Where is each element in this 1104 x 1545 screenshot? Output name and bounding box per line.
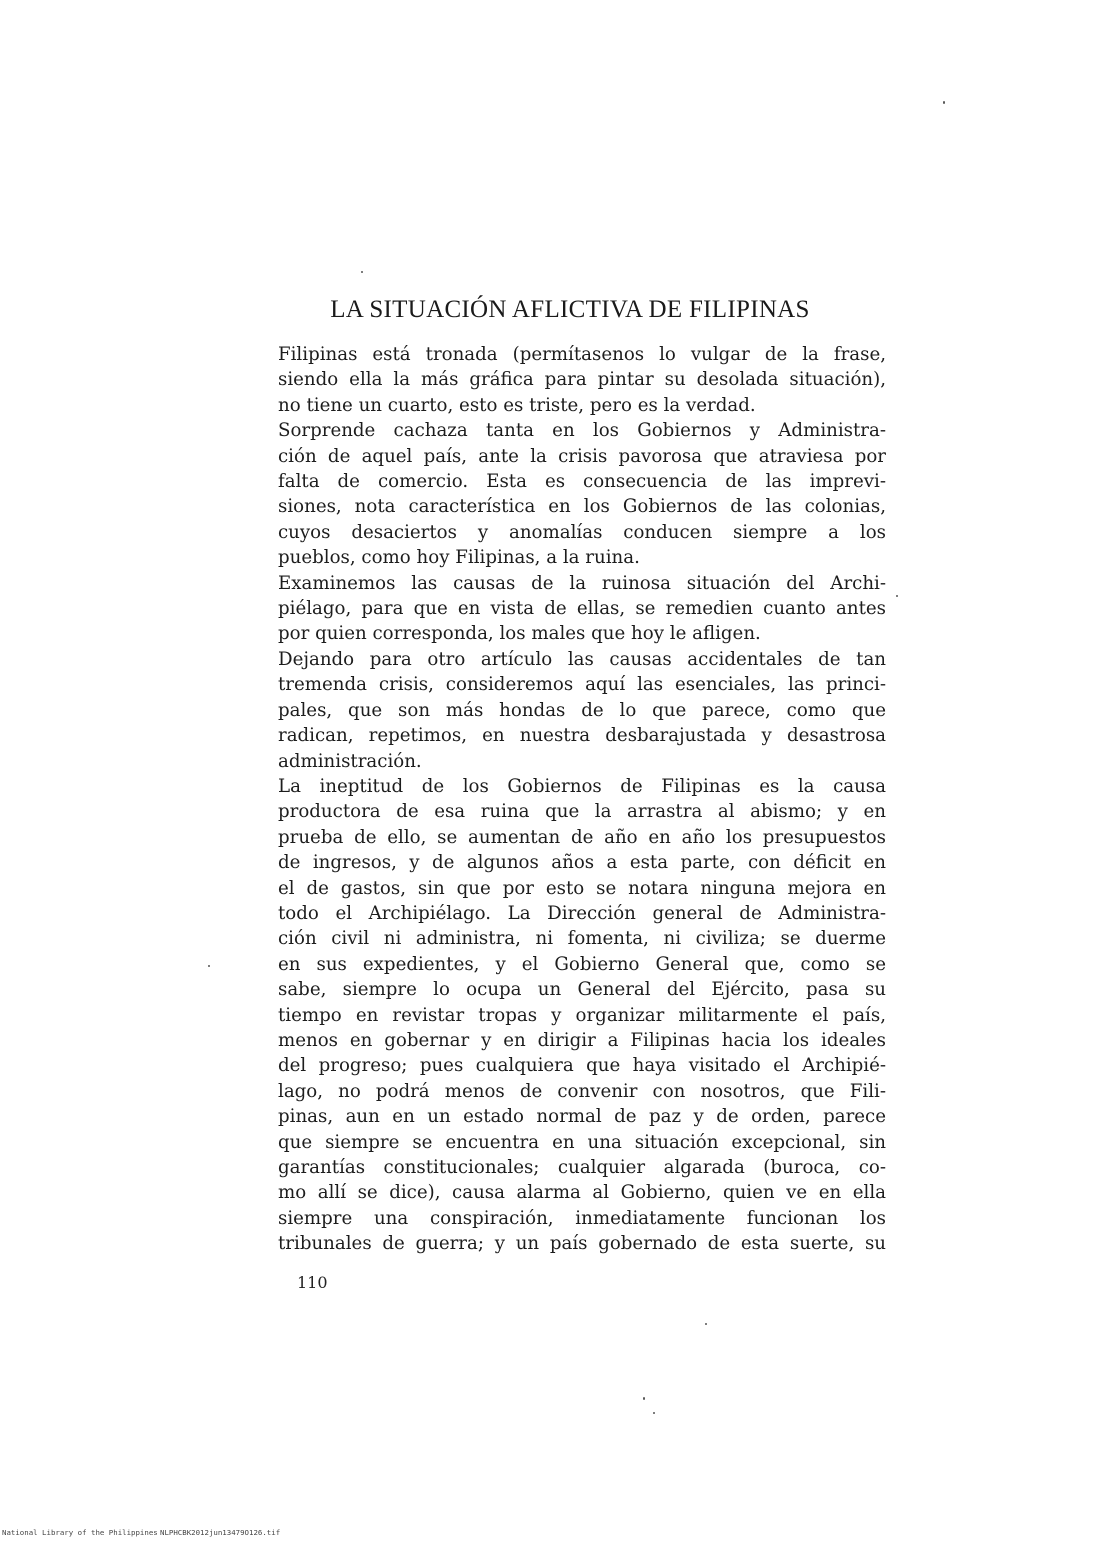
paragraph-1 (278, 342, 886, 418)
text-line: pinas, aun en un estado normal de paz y de orden, parece (278, 1106, 886, 1128)
text-line: prueba de ello, se aumentan de año en año los presupuestos (278, 826, 886, 848)
text-line: piélago, para que en vista de ellas, se remedien cuanto antes (278, 598, 886, 620)
scan-speck (896, 595, 898, 597)
text-line: el de gastos, sin que por esto se notara ninguna mejora en (278, 877, 886, 899)
text-line: ción de aquel país, ante la crisis pavorosa que atraviesa por (278, 445, 886, 467)
text-line: pueblos, como hoy Filipinas, a la ruina. (278, 547, 640, 569)
text-line: pales, que son más hondas de lo que parece, como que (278, 699, 886, 721)
scan-speck (643, 1397, 645, 1400)
text-line: falta de comercio. Esta es consecuencia de las imprevi- (278, 471, 886, 493)
text-line: productora de esa ruina que la arrastra al abismo; y en (278, 801, 886, 823)
text-line: en sus expedientes, y el Gobierno General que, como se (278, 953, 886, 975)
text-line: siempre una conspiración, inmediatamente funcionan los (278, 1207, 886, 1229)
text-line: lago, no podrá menos de convenir con nosotros, que Fili- (278, 1080, 886, 1102)
text-line: tribunales de guerra; y un país gobernado de esta suerte, su (278, 1233, 886, 1255)
text-line: de ingresos, y de algunos años a esta parte, con déficit en (278, 852, 886, 874)
text-line: por quien corresponda, los males que hoy le afligen. (278, 623, 761, 645)
text-line: Filipinas está tronada (permítasenos lo vulgar de la frase, (278, 344, 886, 365)
text-line: Sorprende cachaza tanta en los Gobiernos y Administra- (278, 420, 886, 442)
scan-speck (705, 1323, 707, 1325)
scan-speck (653, 1412, 655, 1414)
text-line: Examinemos las causas de la ruinosa situación del Archi- (278, 572, 886, 594)
paragraph-5 (278, 774, 886, 1257)
text-line: administración. (278, 750, 422, 772)
footer-file-label: NLPHCBK2012jun13479O126.tif (160, 1528, 281, 1537)
scan-speck (208, 965, 210, 967)
page-number: 110 (297, 1273, 328, 1292)
text-line: siendo ella la más gráfica para pintar su desolada situación), (278, 369, 886, 391)
text-line: La ineptitud de los Gobiernos de Filipinas es la causa (278, 775, 886, 797)
paragraph-4 (278, 647, 886, 774)
text-line: no tiene un cuarto, esto es triste, pero es la verdad. (278, 394, 756, 416)
text-line: que siempre se encuentra en una situación excepcional, sin (278, 1131, 886, 1153)
text-line: menos en gobernar y en dirigir a Filipinas hacia los ideales (278, 1029, 886, 1051)
text-line: Dejando para otro artículo las causas accidentales de tan (278, 648, 886, 670)
text-line: tiempo en revistar tropas y organizar militarmente el país, (278, 1004, 886, 1026)
text-line: mo allí se dice), causa alarma al Gobierno, quien ve en ella (278, 1182, 886, 1204)
text-line: del progreso; pues cualquiera que haya visitado el Archipié- (278, 1055, 886, 1077)
paragraph-2 (278, 418, 886, 570)
text-line: cuyos desaciertos y anomalías conducen siempre a los (278, 521, 886, 543)
text-line: tremenda crisis, consideremos aquí las esenciales, las princi- (278, 674, 886, 696)
scan-speck (943, 101, 945, 104)
text-line: radican, repetimos, en nuestra desbarajustada y desastrosa (278, 725, 886, 747)
page-title: LA SITUACIÓN AFLICTIVA DE FILIPINAS (330, 296, 810, 323)
footer-source-label: National Library of the Philippines (2, 1528, 158, 1537)
paragraph-3 (278, 571, 886, 647)
text-line: ción civil ni administra, ni fomenta, ni civiliza; se duerme (278, 928, 886, 950)
text-line: sabe, siempre lo ocupa un General del Ejército, pasa su (278, 979, 886, 1001)
text-line: garantías constitucionales; cualquier algarada (buroca, co- (278, 1157, 886, 1178)
text-line: siones, nota característica en los Gobiernos de las colonias, (278, 496, 886, 518)
scan-speck (361, 271, 363, 273)
text-line: todo el Archipiélago. La Dirección general de Administra- (278, 902, 886, 924)
article-body (278, 342, 886, 1257)
